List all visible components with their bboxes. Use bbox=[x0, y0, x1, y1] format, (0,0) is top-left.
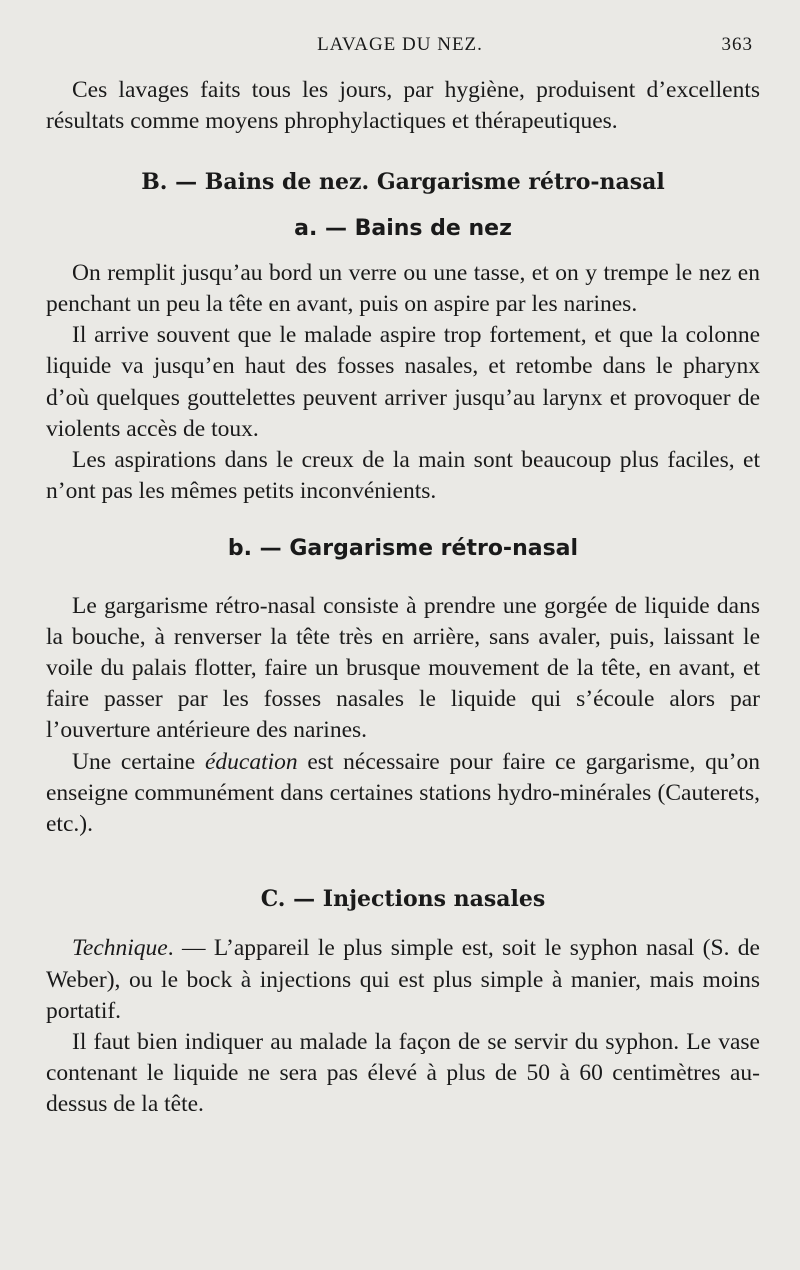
running-head bbox=[0, 34, 800, 58]
subsection-b-heading: b. — Gargarisme rétro-nasal bbox=[227, 536, 579, 562]
section-c-paragraph-1 bbox=[46, 933, 760, 1027]
subsection-a-heading: a. — Bains de nez bbox=[294, 215, 512, 241]
intro-paragraph: Ces lavages faits tous les jours, par hygiène, produisent d’excellents résultats comme moyens phrophylactiques et thérapeutiques. bbox=[46, 77, 760, 135]
running-title: LAVAGE DU NEZ. bbox=[317, 34, 483, 55]
page-number: 363 bbox=[721, 34, 753, 55]
section-c-heading: C. — Injections nasales bbox=[260, 886, 546, 913]
emphasis-technique: Technique bbox=[72, 935, 168, 962]
paragraph-text: est nécessaire pour faire ce gargarisme, qu’on enseigne communément dans certaines stations hydro-minérales (Cauterets, etc.). bbox=[46, 748, 760, 838]
subsection-a-paragraph-2: Il arrive souvent que le malade aspire trop fortement, et que la colonne liquide va jusqu’en haut des fosses nasales, et retombe dans le pharynx d’où quelques gouttelettes peuvent arriver jusqu’au larynx et provoquer de violents accès de toux. bbox=[46, 322, 760, 442]
body-text bbox=[46, 75, 760, 1121]
emphasis-education: éducation bbox=[204, 748, 298, 775]
subsection-b-paragraph-2 bbox=[46, 747, 760, 841]
paragraph-text: Une certaine bbox=[72, 748, 205, 775]
subsection-a-paragraph-3: Les aspirations dans le creux de la main sont beaucoup plus faciles, et n’ont pas les mêmes petits inconvénients. bbox=[46, 447, 760, 505]
subsection-a-paragraph-1: On remplit jusqu’au bord un verre ou une tasse, et on y trempe le nez en penchant un peu la tête en avant, puis on aspire par les narines. bbox=[46, 259, 760, 318]
subsection-b-paragraph-1: Le gargarisme rétro-nasal consiste à prendre une gorgée de liquide dans la bouche, à renverser la tête très en arrière, sans avaler, puis, laissant le voile du palais flotter, faire un brusque mouvement de la tête, en avant, et faire passer par les fosses nasales le liquide qui s’écoule alors par l’ouverture antérieure des narines. bbox=[46, 592, 760, 744]
paragraph-text: . — L’appareil le plus simple est, soit le syphon nasal (S. de Weber), ou le bock à injections qui est plus simple à manier, mais moins portatif. bbox=[46, 935, 760, 1024]
section-c-paragraph-2: Il faut bien indiquer au malade la façon de se servir du syphon. Le vase contenant le liquide ne sera pas élevé à plus de 50 à 60 centimètres au-dessus de la tête. bbox=[46, 1029, 760, 1118]
section-b-heading: B. — Bains de nez. Gargarisme rétro-nasal bbox=[141, 169, 665, 196]
